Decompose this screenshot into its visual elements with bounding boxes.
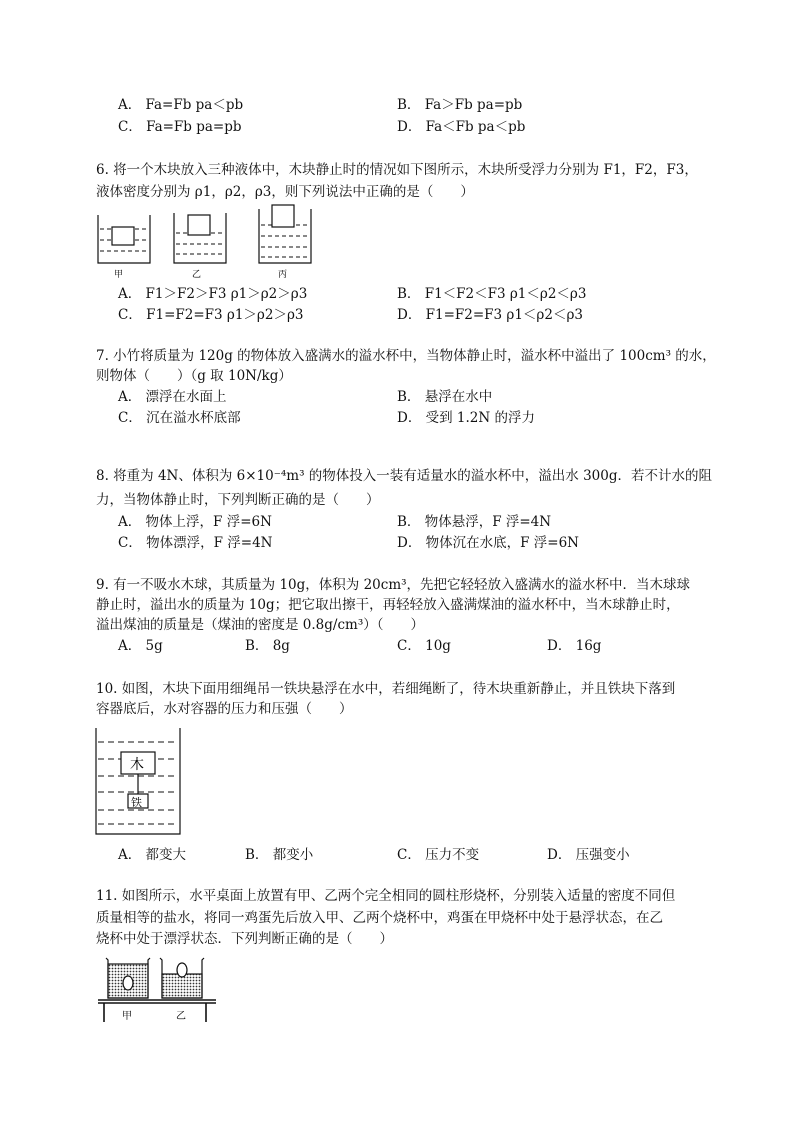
q5-option-c: C． Fa=Fb pa=pb xyxy=(118,119,242,135)
beaker-jia xyxy=(106,958,150,998)
q11-stem-line3: 烧杯中处于漂浮状态．下列判断正确的是（ ） xyxy=(96,931,393,947)
q9-option-c: C． 10g xyxy=(397,638,451,654)
q7-option-b: B． 悬浮在水中 xyxy=(397,389,493,405)
iron-block-label: 铁 xyxy=(131,796,142,809)
q9-stem-line3: 溢出煤油的质量是（煤油的密度是 0.8g/cm³）（ ） xyxy=(96,617,424,633)
q10-option-c: C． 压力不变 xyxy=(397,847,480,863)
q10-option-a: A． 都变大 xyxy=(118,847,187,863)
q6-figure xyxy=(92,203,322,281)
beaker-3 xyxy=(259,205,311,263)
q7-option-c: C． 沉在溢水杯底部 xyxy=(118,410,241,426)
q7-stem-line1: 7. 小竹将质量为 120g 的物体放入盛满水的溢水杯中，当物体静止时，溢水杯中溢出了 100cm³ 的水， xyxy=(96,348,716,364)
q9-stem-line2: 静止时，溢出水的质量为 10g；把它取出擦干，再轻轻放入盛满煤油的溢水杯中，当木球静止时， xyxy=(96,597,680,613)
q9-option-a: A． 5g xyxy=(118,638,163,654)
q10-option-d: D． 压强变小 xyxy=(547,847,630,863)
q10-option-b: B． 都变小 xyxy=(245,847,314,863)
table xyxy=(98,1000,216,1022)
fig6-label-1: 甲 xyxy=(114,270,124,280)
fig11-label-yi: 乙 xyxy=(176,1011,186,1022)
q6-option-a: A． F1＞F2＞F3 ρ1＞ρ2＞ρ3 xyxy=(118,286,308,302)
fig11-label-jia: 甲 xyxy=(122,1011,132,1022)
q10-stem-line2: 容器底后，水对容器的压力和压强（ ） xyxy=(96,701,353,717)
q8-stem-line1: 8. 将重为 4N、体积为 6×10⁻⁴m³ 的物体投入一装有适量水的溢水杯中，溢出水 300g．若不计水的阻 xyxy=(96,468,712,484)
beaker-1 xyxy=(98,215,150,263)
q5-option-b: B． Fa＞Fb pa=pb xyxy=(397,97,523,113)
q10-figure xyxy=(92,726,188,838)
beaker-yi xyxy=(160,958,204,998)
q5-option-a: A． Fa=Fb pa＜pb xyxy=(118,97,244,113)
beaker-2 xyxy=(174,213,226,263)
wood-block-label: 木 xyxy=(130,757,144,773)
q9-option-b: B． 8g xyxy=(245,638,290,654)
q7-option-d: D． 受到 1.2N 的浮力 xyxy=(397,410,535,426)
q11-stem-line1: 11. 如图所示，水平桌面上放置有甲、乙两个完全相同的圆柱形烧杯，分别装入适量的密度不同但 xyxy=(96,888,676,904)
fig6-label-3: 丙 xyxy=(278,270,288,280)
q7-option-a: A． 漂浮在水面上 xyxy=(118,389,227,405)
q11-stem-line2: 质量相等的盐水，将同一鸡蛋先后放入甲、乙两个烧杯中，鸡蛋在甲烧杯中处于悬浮状态，在乙 xyxy=(96,910,663,926)
q9-stem-line1: 9. 有一不吸水木球，其质量为 10g，体积为 20cm³，先把它轻轻放入盛满水的溢水杯中．当木球球 xyxy=(96,577,691,593)
q7-stem-line2: 则物体（ ）（g 取 10N/kg） xyxy=(96,368,292,384)
q10-stem-line1: 10. 如图，木块下面用细绳吊一铁块悬浮在水中，若细绳断了，待木块重新静止，并且铁块下落到 xyxy=(96,681,676,697)
q9-option-d: D． 16g xyxy=(547,638,602,654)
q8-option-c: C． 物体漂浮，F 浮=4N xyxy=(118,535,273,551)
fig6-label-2: 乙 xyxy=(192,270,202,280)
q8-stem-line2: 力，当物体静止时，下列判断正确的是（ ） xyxy=(96,492,380,508)
q11-figure xyxy=(96,952,220,1026)
q8-option-a: A． 物体上浮，F 浮=6N xyxy=(118,514,272,530)
q6-option-c: C． F1=F2=F3 ρ1＞ρ2＞ρ3 xyxy=(118,307,304,323)
q8-option-b: B． 物体悬浮，F 浮=4N xyxy=(397,514,552,530)
q6-stem-line1: 6. 将一个木块放入三种液体中，木块静止时的情况如下图所示，木块所受浮力分别为 F1，F2，F3， xyxy=(96,162,698,178)
q5-option-d: D． Fa＜Fb pa＜pb xyxy=(397,119,526,135)
q6-stem-line2: 液体密度分别为 ρ1，ρ2，ρ3，则下列说法中正确的是（ ） xyxy=(96,184,474,200)
q6-option-d: D． F1=F2=F3 ρ1＜ρ2＜ρ3 xyxy=(397,307,583,323)
q8-option-d: D． 物体沉在水底，F 浮=6N xyxy=(397,535,579,551)
q6-option-b: B． F1＜F2＜F3 ρ1＜ρ2＜ρ3 xyxy=(397,286,587,302)
